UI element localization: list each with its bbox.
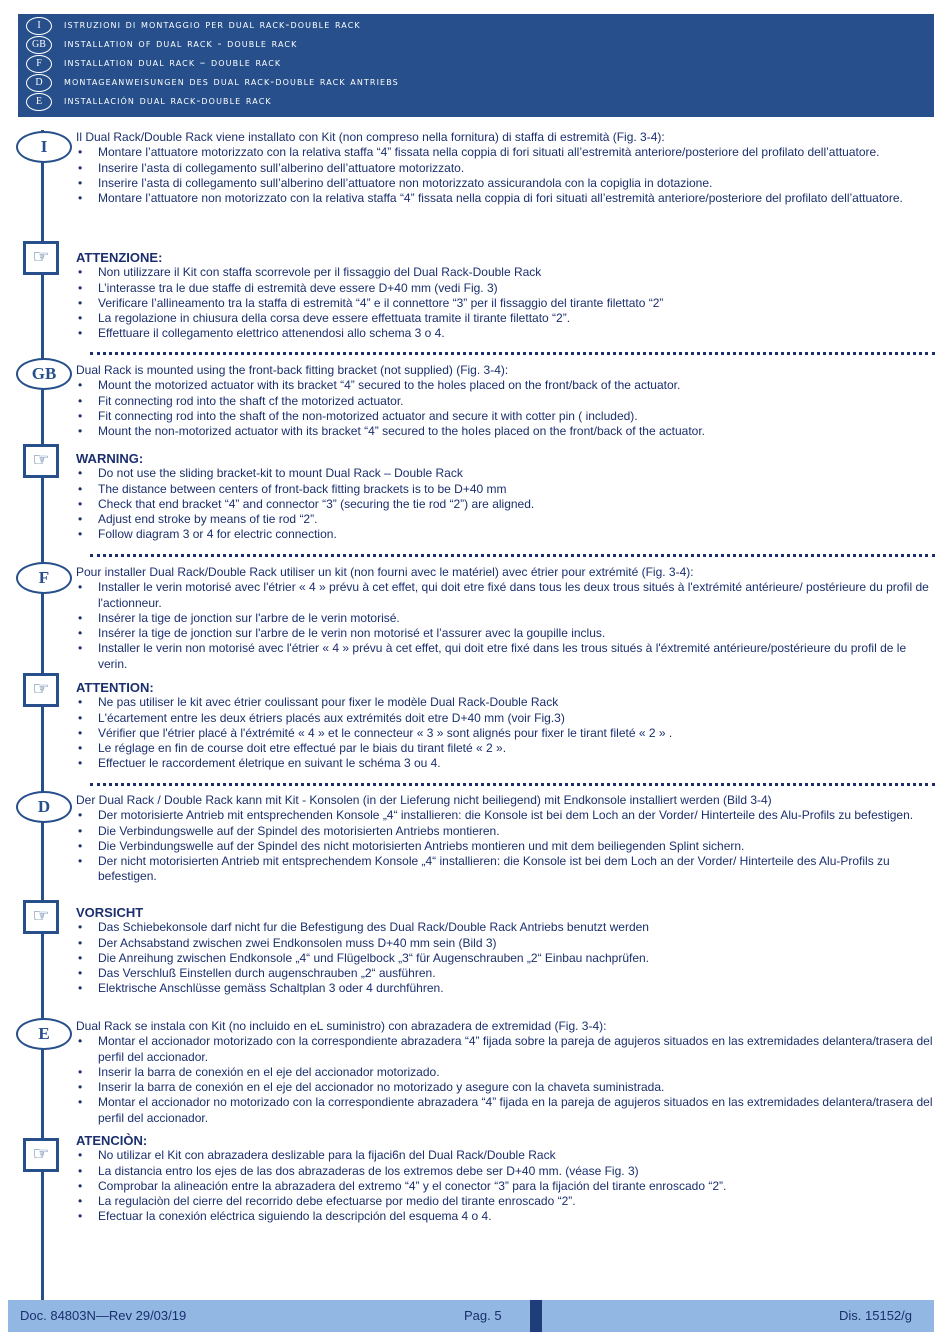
list-item: • Le réglage en fin de course doit etre effectué par le biais du tirant fileté « 2 ». bbox=[76, 741, 936, 756]
language-badge: D bbox=[26, 74, 52, 92]
section-badge-es: E bbox=[16, 1018, 72, 1050]
section-fr-warning bbox=[76, 680, 936, 772]
vertical-timeline-line bbox=[41, 130, 44, 1300]
section-es-warning bbox=[76, 1133, 936, 1225]
section-divider bbox=[90, 554, 935, 557]
document-number: Doc. 84803N—Rev 29/03/19 bbox=[20, 1308, 187, 1323]
list-item: • Comprobar la alineación entre la abrazadera del extremo “4” y el conector “3” para la fijación del tirante enroscado “2”. bbox=[76, 1179, 936, 1194]
warning-title: ATTENZIONE: bbox=[76, 250, 163, 265]
language-badge: E bbox=[26, 93, 52, 111]
list-item: • La distancia entro los ejes de las dos abrazaderas de los extremos debe ser D+40 mm. (véase Fig. 3) bbox=[76, 1164, 936, 1179]
list-item: • Der motorisierte Antrieb mit entsprechenden Konsole „4“ installieren: die Konsole ist bei dem Loch an der Vorder/ Hinterteile des Alu-Profils zu befestigen. bbox=[76, 808, 936, 823]
section-intro: Dual Rack is mounted using the front-back fitting bracket (not supplied) (Fig. 3-4): bbox=[76, 363, 509, 377]
list-item: • The distance between centers of front-back fitting brackets is to be D+40 mm bbox=[76, 482, 936, 497]
list-item: • L'écartement entre les deux étriers placés aux extrémités doit etre D+40 mm (voir Fig.3) bbox=[76, 711, 936, 726]
warning-list bbox=[76, 265, 936, 341]
warning-title: WARNING: bbox=[76, 451, 144, 466]
list-item: • Die Verbindungswelle auf der Spindel des motorisierten Antriebs montieren. bbox=[76, 824, 936, 839]
language-badge: F bbox=[26, 55, 52, 73]
section-badge-de: D bbox=[16, 791, 72, 823]
list-item: • Non utilizzare il Kit con staffa scorrevole per il fissaggio del Dual Rack-Double Rack bbox=[76, 265, 936, 280]
steps-list bbox=[76, 145, 936, 206]
list-item: • Inserir la barra de conexión en el eje del accionador no motorizado y asegure con la chaveta suministrada. bbox=[76, 1080, 936, 1095]
header-title: installation of dual rack - double rack bbox=[64, 37, 298, 50]
section-it-warning bbox=[76, 250, 936, 342]
pointing-hand-icon: ☞ bbox=[23, 241, 59, 275]
list-item: • Fit connecting rod into the shaft cf the motorized actuator. bbox=[76, 394, 936, 409]
header-title: montageanweisungen des dual rack-double rack antriebs bbox=[64, 75, 399, 88]
list-item: • Inserir la barra de conexión en el eje del accionador motorizado. bbox=[76, 1065, 936, 1080]
page-number: Pag. 5 bbox=[464, 1308, 502, 1323]
page-footer bbox=[8, 1300, 934, 1332]
footer-divider-bar bbox=[530, 1300, 542, 1332]
list-item: • Inserire l’asta di collegamento sull’alberino dell’attuatore non motorizzato assicurandola con la copiglia in dotazione. bbox=[76, 176, 936, 191]
section-intro: Der Dual Rack / Double Rack kann mit Kit - Konsolen (in der Lieferung nicht beiliegend) mit Endkonsole installiert werden (Bild 3-4) bbox=[76, 793, 772, 807]
language-badge: GB bbox=[26, 36, 52, 54]
pointing-hand-icon: ☞ bbox=[23, 1138, 59, 1172]
header-row-de bbox=[18, 73, 934, 92]
warning-title: ATENCIÒN: bbox=[76, 1133, 148, 1148]
list-item: • Montar el accionador motorizado con la correspondiente abrazadera “4” fijada sobre la pareja de agujeros situados en las extremidades delantera/trasera del perfil del accionador. bbox=[76, 1034, 936, 1065]
section-badge-it: I bbox=[16, 131, 72, 163]
list-item: • La regulaciòn del cierre del recorrido debe efectuarse por medio del tirante enroscado “2”. bbox=[76, 1194, 936, 1209]
language-badge: I bbox=[26, 17, 52, 35]
header-row-es bbox=[18, 92, 934, 111]
list-item: • Insérer la tige de jonction sur l'arbre de le verin motorisé. bbox=[76, 611, 936, 626]
list-item: • Montare l’attuatore non motorizzato con la relativa staffa “4” fissata nella coppia di fori situati all’estremità anteriore/posteriore del profilato dell’attuatore. bbox=[76, 191, 936, 206]
list-item: • Die Anreihung zwischen Endkonsole „4“ und Flügelbock „3“ für Augenschrauben „2“ Einbau nachprüfen. bbox=[76, 951, 936, 966]
list-item: • Fit connecting rod into the shaft of the non-motorized actuator and secure it with cotter pin ( included). bbox=[76, 409, 936, 424]
list-item: • Das Verschluß Einstellen durch augenschrauben „2“ ausführen. bbox=[76, 966, 936, 981]
list-item: • Insérer la tige de jonction sur l'arbre de le verin non motorisé et l’assurer avec la goupille inclus. bbox=[76, 626, 936, 641]
warning-list bbox=[76, 695, 936, 771]
header-title: installación dual rack-double rack bbox=[64, 94, 272, 107]
section-intro: Pour installer Dual Rack/Double Rack utiliser un kit (non fourni avec le matériel) avec étrier pour extrémité (Fig. 3-4): bbox=[76, 565, 694, 579]
section-de-warning bbox=[76, 905, 936, 997]
steps-list bbox=[76, 1034, 936, 1126]
warning-list bbox=[76, 466, 936, 542]
section-fr-instructions bbox=[76, 565, 936, 672]
list-item: • Mount the motorized actuator with its bracket “4” secured to the holes placed on the front/back of the actuator. bbox=[76, 378, 936, 393]
list-item: • La regolazione in chiusura della corsa deve essere effettuata tramite il tirante filettato “2”. bbox=[76, 311, 936, 326]
section-divider bbox=[90, 783, 935, 786]
list-item: • Montar el accionador no motorizado con la correspondiente abrazadera “4” fijada en la pareja de agujeros situados en las extremidades delantera/trasera del perfil del accionador. bbox=[76, 1095, 936, 1126]
list-item: • Effectuer le raccordement életrique en suivant le schéma 3 ou 4. bbox=[76, 756, 936, 771]
section-gb-instructions bbox=[76, 363, 936, 439]
pointing-hand-icon: ☞ bbox=[23, 900, 59, 934]
list-item: • Montare l’attuatore motorizzato con la relativa staffa “4” fissata nella coppia di fori situati all’estremità anteriore/posteriore del profilato dell’attuatore. bbox=[76, 145, 936, 160]
section-badge-fr: F bbox=[16, 562, 72, 594]
warning-title: VORSICHT bbox=[76, 905, 144, 920]
section-intro: Il Dual Rack/Double Rack viene installato con Kit (non compreso nella fornitura) di staffa di estremità (Fig. 3-4): bbox=[76, 130, 665, 144]
section-it-instructions bbox=[76, 130, 936, 206]
section-intro: Dual Rack se instala con Kit (no incluido en eL suministro) con abrazadera de extremidad (Fig. 3-4): bbox=[76, 1019, 607, 1033]
warning-title: ATTENTION: bbox=[76, 680, 154, 695]
list-item: • Adjust end stroke by means of tie rod “2”. bbox=[76, 512, 936, 527]
steps-list bbox=[76, 808, 936, 884]
section-es-instructions bbox=[76, 1019, 936, 1126]
list-item: • Follow diagram 3 or 4 for electric connection. bbox=[76, 527, 936, 542]
list-item: • Installer le verin motorisé avec l'étrier « 4 » prévu à cet effet, qui doit etre fixé dans tous les deux trous situés à l'extrémité antérieure/ postérieure du profil de l'actionneur. bbox=[76, 580, 936, 611]
list-item: • Do not use the sliding bracket-kit to mount Dual Rack – Double Rack bbox=[76, 466, 936, 481]
list-item: • Verificare l’allineamento tra la staffa di estremità “4” e il connettore “3” per il fissaggio del tirante filettato “2” bbox=[76, 296, 936, 311]
header-row-fr bbox=[18, 54, 934, 73]
list-item: • Check that end bracket “4” and connector “3” (securing the tie rod “2”) are aligned. bbox=[76, 497, 936, 512]
list-item: • Elektrische Anschlüsse gemäss Schaltplan 3 oder 4 durchführen. bbox=[76, 981, 936, 996]
section-de-instructions bbox=[76, 793, 936, 885]
list-item: • Inserire l’asta di collegamento sull’alberino dell’attuatore motorizzato. bbox=[76, 161, 936, 176]
header-title: istruzioni di montaggio per dual rack-double rack bbox=[64, 18, 361, 31]
section-gb-warning bbox=[76, 451, 936, 543]
header-row-it bbox=[18, 16, 934, 35]
list-item: • No utilizar el Kit con abrazadera deslizable para la fijaci6n del Dual Rack/Double Rack bbox=[76, 1148, 936, 1163]
list-item: • L’interasse tra le due staffe di estremità deve essere D+40 mm (vedi Fig. 3) bbox=[76, 281, 936, 296]
steps-list bbox=[76, 378, 936, 439]
section-badge-gb: GB bbox=[16, 358, 72, 390]
steps-list bbox=[76, 580, 936, 672]
list-item: • Die Verbindungswelle auf der Spindel des nicht motorisierten Antriebs montieren und mit dem beiliegenden Splint sichern. bbox=[76, 839, 936, 854]
warning-list bbox=[76, 920, 936, 996]
list-item: • Der nicht motorisierten Antrieb mit entsprechendem Konsole „4“ installieren: die Konsole ist bei dem Loch an der Vorder/ Hinterteile des Alu-Profils zu befestigen. bbox=[76, 854, 936, 885]
section-divider bbox=[90, 352, 935, 355]
pointing-hand-icon: ☞ bbox=[23, 444, 59, 478]
warning-list bbox=[76, 1148, 936, 1224]
list-item: • Efectuar la conexión eléctrica siguiendo la descripción del esquema 4 o 4. bbox=[76, 1209, 936, 1224]
list-item: • Mount the non-motorized actuator with its bracket “4” secured to the hoIes placed on the front/back of the actuator. bbox=[76, 424, 936, 439]
list-item: • Effettuare il collegamento elettrico attenendosi allo schema 3 o 4. bbox=[76, 326, 936, 341]
list-item: • Der Achsabstand zwischen zwei Endkonsolen muss D+40 mm sein (Bild 3) bbox=[76, 936, 936, 951]
header-row-gb bbox=[18, 35, 934, 54]
list-item: • Das Schiebekonsole darf nicht fur die Befestigung des Dual Rack/Double Rack Antriebs benutzt werden bbox=[76, 920, 936, 935]
list-item: • Installer le verin non motorisé avec l'étrier « 4 » prévu à cet effet, qui doit etre fixé dans les trous situés à l'éxtremité antérieure/postérieure du profil de le verin. bbox=[76, 641, 936, 672]
document-header bbox=[18, 14, 934, 117]
drawing-number: Dis. 15152/g bbox=[839, 1308, 912, 1323]
list-item: • Vérifier que l'étrier placé à l'éxtrémité « 4 » et le connecteur « 3 » sont alignés pour fixer le tirant fileté « 2 » . bbox=[76, 726, 936, 741]
list-item: • Ne pas utiliser le kit avec étrier coulissant pour fixer le modèle Dual Rack-Double Rack bbox=[76, 695, 936, 710]
pointing-hand-icon: ☞ bbox=[23, 673, 59, 707]
header-title: installation dual rack – double rack bbox=[64, 56, 282, 69]
